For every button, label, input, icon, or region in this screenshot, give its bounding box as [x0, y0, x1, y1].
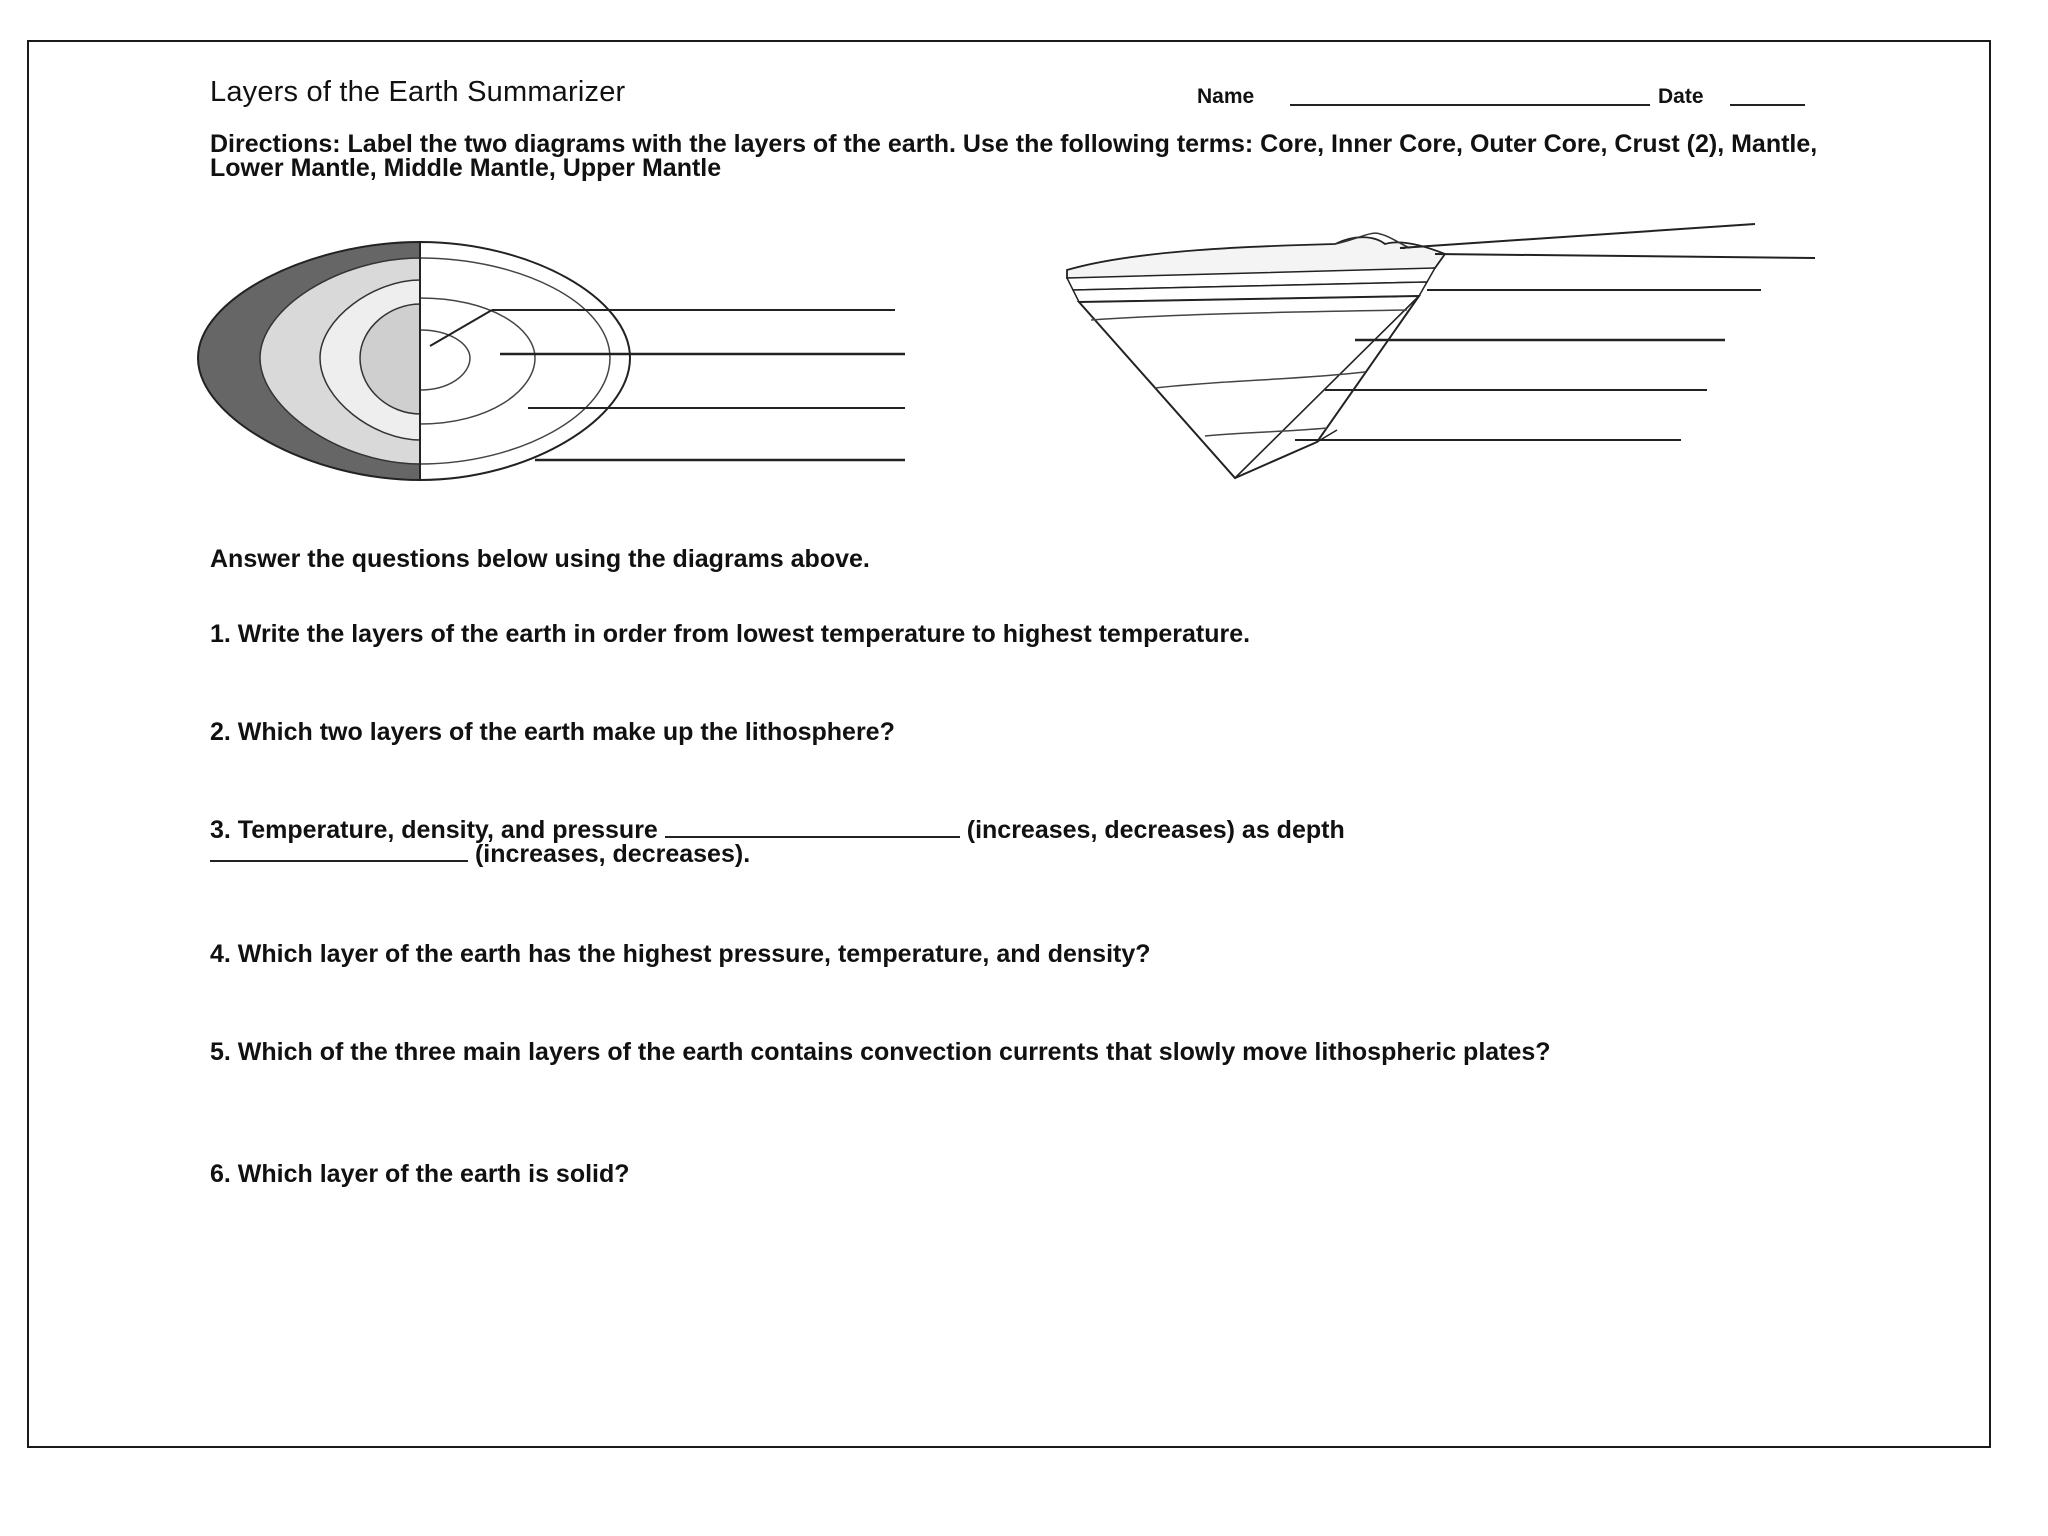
earth-layer-wedge-icon	[1055, 210, 1815, 490]
instructions-text: Answer the questions below using the diagrams above.	[210, 545, 870, 573]
question-1: 1. Write the layers of the earth in order from lowest temperature to highest temperature.	[210, 620, 1251, 648]
worksheet-title: Layers of the Earth Summarizer	[210, 76, 626, 108]
question-3	[210, 818, 1850, 866]
name-label: Name	[1197, 85, 1255, 108]
question-3-text-end: (increases, decreases).	[474, 840, 751, 868]
name-field-line[interactable]	[1290, 104, 1650, 106]
question-3-blank-1[interactable]	[665, 818, 960, 838]
question-6: 6. Which layer of the earth is solid?	[210, 1160, 630, 1188]
directions-text: Directions: Label the two diagrams with the layers of the earth. Use the following terms: Core, Inner Core, Outer Core, Crust (2), Mantle, Lower Mantle, Middle Mantle, Upper Mantle	[210, 130, 1818, 182]
question-5: 5. Which of the three main layers of the earth contains convection currents that slowly move lithospheric plates?	[210, 1038, 1551, 1066]
date-label: Date	[1658, 85, 1704, 108]
earth-cross-section-icon	[190, 228, 920, 488]
question-3-text-middle: (increases, decreases) as depth	[966, 816, 1345, 844]
question-3-text-start: 3. Temperature, density, and pressure	[210, 816, 658, 844]
question-3-blank-2[interactable]	[210, 842, 468, 862]
question-2: 2. Which two layers of the earth make up the lithosphere?	[210, 718, 895, 746]
date-field-line[interactable]	[1730, 104, 1805, 106]
question-4: 4. Which layer of the earth has the highest pressure, temperature, and density?	[210, 940, 1151, 968]
